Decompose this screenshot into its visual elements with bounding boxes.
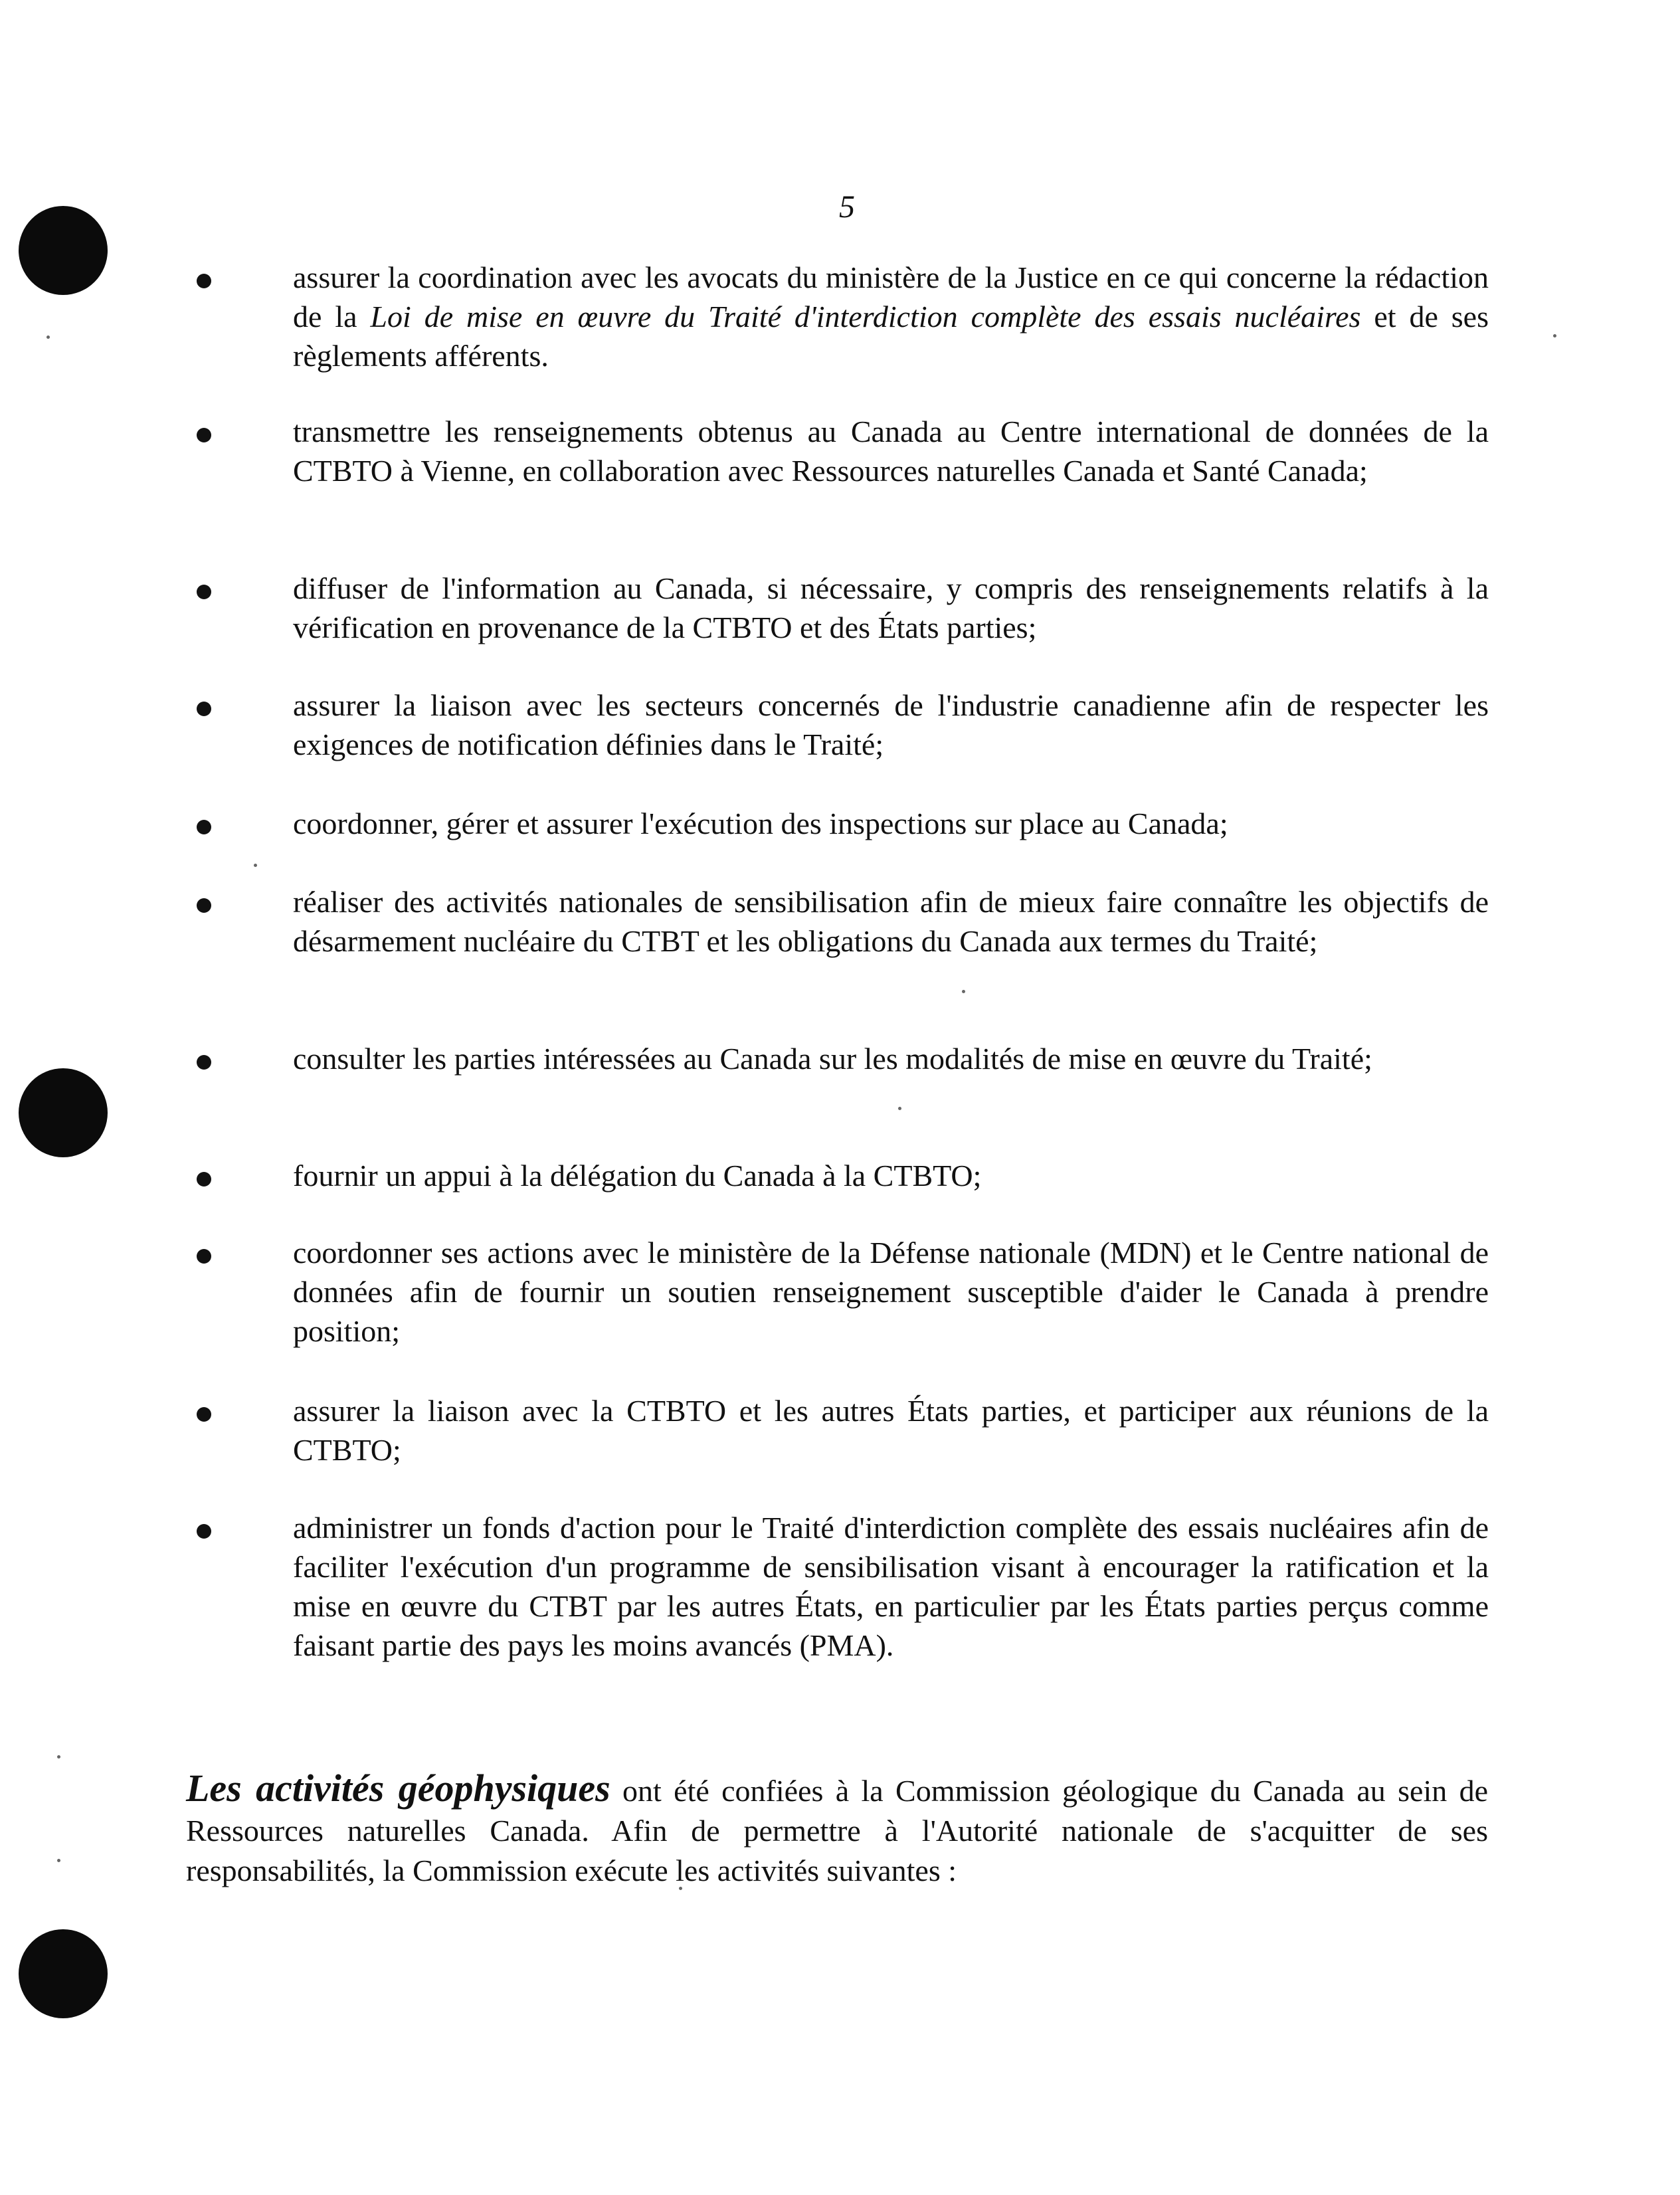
bullet-icon — [197, 428, 211, 442]
bullet-icon — [197, 585, 211, 599]
scan-speck — [1553, 334, 1556, 337]
scan-speck — [898, 1107, 901, 1110]
punch-hole-bottom — [19, 1929, 108, 2018]
bullet-icon — [197, 820, 211, 834]
scan-speck — [57, 1755, 60, 1759]
section-lead-heading: Les activités géophysiques — [186, 1766, 610, 1810]
page-number: 5 — [839, 189, 855, 225]
bullet-icon — [197, 1055, 211, 1070]
punch-hole-middle — [19, 1068, 108, 1157]
list-item-text: coordonner ses actions avec le ministère de la Défense nationale (MDN) et le Centre national de données afin de fournir un soutien renseignement susceptible d'aider le Canada à prendre position; — [293, 1236, 1489, 1348]
scan-speck — [57, 1859, 60, 1862]
list-item-text: consulter les parties intéressées au Canada sur les modalités de mise en œuvre du Traité; — [293, 1042, 1372, 1076]
list-item-text: administrer un fonds d'action pour le Traité d'interdiction complète des essais nucléaires afin de faciliter l'exécution d'un programme de sensibilisation visant à encourager la ratification et la mise en œuvre du CTBT par les autres États, en particulier par les États parties perçus comme faisant partie des pays les moins avancés (PMA). — [293, 1511, 1489, 1662]
punch-hole-top — [19, 206, 108, 295]
bullet-icon — [197, 1524, 211, 1539]
list-item-text: fournir un appui à la délégation du Canada à la CTBTO; — [293, 1159, 982, 1193]
bullet-icon — [197, 1172, 211, 1187]
bullet-icon — [197, 702, 211, 716]
paragraph-text: ont été confiées à la Commission géologique du Canada au sein de Ressources naturelles Canada. Afin de permettre à l'Autorité nationale de s'acquitter de ses responsabilités, la Commission exécute les activités suivantes : — [186, 1774, 1488, 1887]
bullet-icon — [197, 1407, 211, 1422]
list-item-text: assurer la coordination avec les avocats du ministère de la Justice en ce qui concerne la rédaction de la Loi de mise en œuvre du Traité d'interdiction complète des essais nucléaires et de ses règlements afférents. — [293, 260, 1489, 373]
list-item-text: diffuser de l'information au Canada, si nécessaire, y compris des renseignements relatifs à la vérification en provenance de la CTBTO et des États parties; — [293, 571, 1489, 644]
scan-speck — [47, 335, 50, 339]
scan-speck — [254, 864, 257, 867]
list-item-text: réaliser des activités nationales de sensibilisation afin de mieux faire connaître les objectifs de désarmement nucléaire du CTBT et les obligations du Canada aux termes du Traité; — [293, 885, 1489, 958]
bullet-icon — [197, 1249, 211, 1264]
geophysical-activities-paragraph — [186, 1768, 1488, 1891]
list-item-text: coordonner, gérer et assurer l'exécution des inspections sur place au Canada; — [293, 807, 1228, 840]
bullet-icon — [197, 274, 211, 288]
list-item-text: assurer la liaison avec les secteurs concernés de l'industrie canadienne afin de respecter les exigences de notification définies dans le Traité; — [293, 688, 1489, 761]
law-title: Loi de mise en œuvre du Traité d'interdiction complète des essais nucléaires — [370, 300, 1361, 334]
list-item-text: transmettre les renseignements obtenus au Canada au Centre international de données de la CTBTO à Vienne, en collaboration avec Ressources naturelles Canada et Santé Canada; — [293, 415, 1489, 488]
scan-speck — [962, 990, 965, 993]
bullet-icon — [197, 898, 211, 913]
list-item-text: assurer la liaison avec la CTBTO et les autres États parties, et participer aux réunions de la CTBTO; — [293, 1394, 1489, 1467]
